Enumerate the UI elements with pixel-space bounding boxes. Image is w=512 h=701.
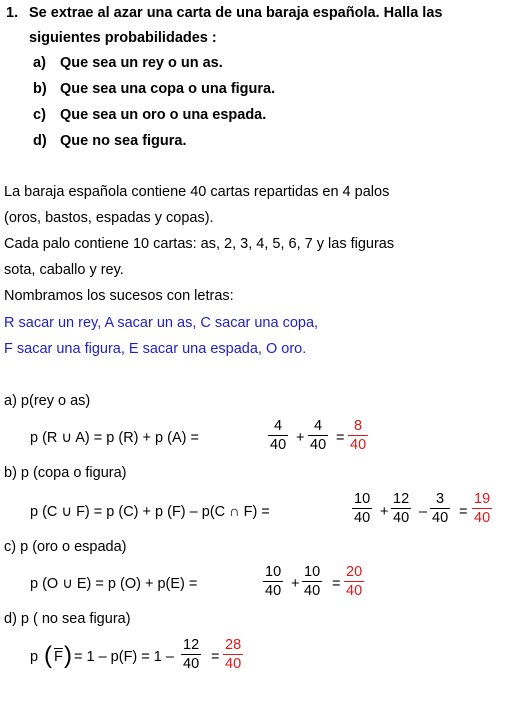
solution-c-eq: = bbox=[332, 576, 341, 592]
item-a-label: a) bbox=[33, 55, 46, 71]
solution-d-eq: = bbox=[211, 649, 220, 665]
solution-c-heading: c) p (oro o espada) bbox=[4, 539, 127, 555]
solution-d-p: p bbox=[30, 649, 39, 665]
solution-d-frac1: $\frac{12}{40}$ bbox=[183, 637, 200, 672]
solution-b-heading: b) p (copa o figura) bbox=[4, 465, 127, 481]
solution-d-open-paren: ( bbox=[44, 642, 52, 669]
solution-d-heading: d) p ( no sea figura) bbox=[4, 611, 131, 627]
item-d-label: d) bbox=[33, 133, 47, 149]
item-a-text: Que sea un rey o un as. bbox=[60, 55, 223, 71]
solution-a-op1: + bbox=[296, 430, 305, 446]
intro-line3: Cada palo contiene 10 cartas: as, 2, 3, 4, 5, 6, 7 y las figuras bbox=[4, 236, 395, 252]
solution-a-result: $\frac{8}{40}$ bbox=[350, 418, 367, 453]
item-c-label: c) bbox=[33, 107, 46, 123]
solution-b-result: $\frac{19}{40}$ bbox=[474, 491, 491, 526]
events-line1: R sacar un rey, A sacar un as, C sacar una copa, bbox=[4, 315, 319, 331]
problem-statement-line2: siguientes probabilidades : bbox=[29, 30, 217, 46]
problem-statement-line1: Se extrae al azar una carta de una baraja española. Halla las bbox=[29, 5, 443, 21]
solution-b-eq: = bbox=[459, 504, 468, 520]
solution-d-complement-event: $\overline{F}$ bbox=[54, 649, 63, 665]
solution-c-frac1: $\frac{10}{40}$ bbox=[265, 564, 282, 599]
solution-c-frac2: $\frac{10}{40}$ bbox=[304, 564, 321, 599]
item-d-text: Que no sea figura. bbox=[60, 133, 187, 149]
problem-number: 1. bbox=[6, 5, 19, 21]
solution-c-op1: + bbox=[291, 576, 300, 592]
intro-line1: La baraja española contiene 40 cartas repartidas en 4 palos bbox=[4, 184, 390, 200]
solution-c-result: $\frac{20}{40}$ bbox=[346, 564, 363, 599]
solution-b-op2: – bbox=[419, 504, 428, 520]
intro-line2: (oros, bastos, espadas y copas). bbox=[4, 210, 214, 226]
solution-d-rhs: = 1 – p(F) = 1 – bbox=[74, 649, 174, 665]
solution-d-close-paren: ) bbox=[64, 642, 72, 669]
intro-line4: sota, caballo y rey. bbox=[4, 262, 124, 278]
item-c-text: Que sea un oro o una espada. bbox=[60, 107, 267, 123]
solution-b-frac2: $\frac{12}{40}$ bbox=[393, 491, 410, 526]
solution-b-frac1: $\frac{10}{40}$ bbox=[354, 491, 371, 526]
solution-d-result: $\frac{28}{40}$ bbox=[225, 637, 242, 672]
item-b-text: Que sea una copa o una figura. bbox=[60, 81, 276, 97]
solution-a-lhs: p (R ∪ A) = p (R) + p (A) = bbox=[30, 430, 199, 446]
solution-b-frac3: $\frac{3}{40}$ bbox=[432, 491, 449, 526]
solution-c-lhs: p (O ∪ E) = p (O) + p(E) = bbox=[30, 576, 198, 592]
solution-a-heading: a) p(rey o as) bbox=[4, 393, 91, 409]
solution-b-lhs: p (C ∪ F) = p (C) + p (F) – p(C ∩ F) = bbox=[30, 504, 270, 520]
solution-a-frac1: $\frac{4}{40}$ bbox=[270, 418, 287, 453]
solution-b-op1: + bbox=[380, 504, 389, 520]
events-line2: F sacar una figura, E sacar una espada, O oro. bbox=[4, 341, 307, 357]
intro-line5: Nombramos los sucesos con letras: bbox=[4, 288, 234, 304]
solution-a-frac2: $\frac{4}{40}$ bbox=[310, 418, 327, 453]
solution-a-eq: = bbox=[336, 430, 345, 446]
item-b-label: b) bbox=[33, 81, 47, 97]
